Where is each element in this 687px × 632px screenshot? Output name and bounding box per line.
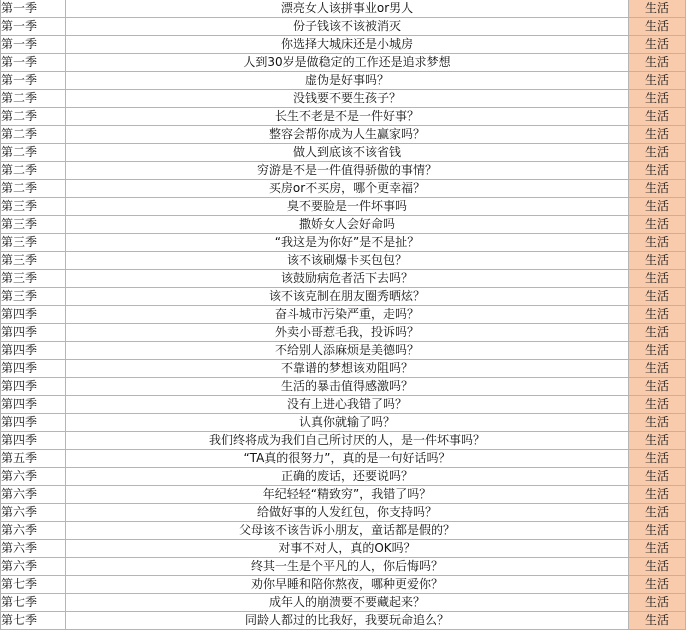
- season-cell[interactable]: 第二季: [1, 162, 66, 180]
- season-cell[interactable]: 第三季: [1, 252, 66, 270]
- season-cell[interactable]: 第一季: [1, 18, 66, 36]
- table-row: [1, 288, 686, 306]
- season-cell[interactable]: 第三季: [1, 216, 66, 234]
- season-cell[interactable]: 第三季: [1, 198, 66, 216]
- season-cell[interactable]: 第四季: [1, 360, 66, 378]
- season-cell[interactable]: 第四季: [1, 432, 66, 450]
- table-row: [1, 360, 686, 378]
- topic-cell[interactable]: 没钱要不要生孩子？: [66, 90, 629, 108]
- topic-cell[interactable]: 给做好事的人发红包，你支持吗？: [66, 504, 629, 522]
- category-cell[interactable]: 生活: [629, 18, 686, 36]
- table-row: [1, 144, 686, 162]
- table-row: [1, 306, 686, 324]
- category-cell[interactable]: 生活: [629, 288, 686, 306]
- table-row: [1, 342, 686, 360]
- category-cell[interactable]: 生活: [629, 486, 686, 504]
- category-cell[interactable]: 生活: [629, 378, 686, 396]
- table-row: [1, 414, 686, 432]
- topic-cell[interactable]: 买房or不买房，哪个更幸福？: [66, 180, 629, 198]
- table-row: [1, 18, 686, 36]
- topic-cell[interactable]: 穷游是不是一件值得骄傲的事情？: [66, 162, 629, 180]
- table-row: [1, 558, 686, 576]
- season-cell[interactable]: 第二季: [1, 126, 66, 144]
- season-cell[interactable]: 第三季: [1, 234, 66, 252]
- topic-cell[interactable]: 不给别人添麻烦是美德吗？: [66, 342, 629, 360]
- category-cell[interactable]: 生活: [629, 540, 686, 558]
- topic-cell[interactable]: 不靠谱的梦想该劝阻吗？: [66, 360, 629, 378]
- topic-cell[interactable]: 成年人的崩溃要不要藏起来？: [66, 594, 629, 612]
- topic-cell[interactable]: 漂亮女人该拼事业or男人: [66, 0, 629, 18]
- category-cell[interactable]: 生活: [629, 234, 686, 252]
- category-cell[interactable]: 生活: [629, 414, 686, 432]
- table-body: [1, 0, 686, 630]
- table-row: [1, 612, 686, 630]
- topic-cell[interactable]: 劝你早睡和陪你熬夜，哪种更爱你？: [66, 576, 629, 594]
- season-cell[interactable]: 第六季: [1, 468, 66, 486]
- category-cell[interactable]: 生活: [629, 252, 686, 270]
- topic-cell[interactable]: 撒娇女人会好命吗: [66, 216, 629, 234]
- table-row: [1, 486, 686, 504]
- topic-cell[interactable]: 生活的暴击值得感激吗？: [66, 378, 629, 396]
- table-row: [1, 540, 686, 558]
- category-cell[interactable]: 生活: [629, 558, 686, 576]
- topic-cell[interactable]: 该不该刷爆卡买包包？: [66, 252, 629, 270]
- season-cell[interactable]: 第二季: [1, 108, 66, 126]
- table-row: [1, 72, 686, 90]
- season-cell[interactable]: 第六季: [1, 522, 66, 540]
- category-cell[interactable]: 生活: [629, 432, 686, 450]
- category-cell[interactable]: 生活: [629, 36, 686, 54]
- topic-cell[interactable]: 整容会帮你成为人生赢家吗？: [66, 126, 629, 144]
- topic-cell[interactable]: 我们终将成为我们自己所讨厌的人，是一件坏事吗？: [66, 432, 629, 450]
- table-row: [1, 594, 686, 612]
- season-cell[interactable]: 第四季: [1, 342, 66, 360]
- table-row: [1, 252, 686, 270]
- season-cell[interactable]: 第六季: [1, 540, 66, 558]
- category-cell[interactable]: 生活: [629, 396, 686, 414]
- season-cell[interactable]: 第七季: [1, 594, 66, 612]
- season-cell[interactable]: 第四季: [1, 396, 66, 414]
- topic-cell[interactable]: 该鼓励病危者活下去吗？: [66, 270, 629, 288]
- topic-cell[interactable]: “TA真的很努力”，真的是一句好话吗？: [66, 450, 629, 468]
- topic-cell[interactable]: 没有上进心我错了吗？: [66, 396, 629, 414]
- category-cell[interactable]: 生活: [629, 306, 686, 324]
- topic-cell[interactable]: 认真你就输了吗？: [66, 414, 629, 432]
- table-row: [1, 270, 686, 288]
- table-row: [1, 54, 686, 72]
- category-cell[interactable]: 生活: [629, 612, 686, 630]
- season-cell[interactable]: 第七季: [1, 576, 66, 594]
- table-row: [1, 234, 686, 252]
- table-row: [1, 396, 686, 414]
- season-cell[interactable]: 第七季: [1, 612, 66, 630]
- category-cell[interactable]: 生活: [629, 360, 686, 378]
- topic-cell[interactable]: 父母该不该告诉小朋友，童话都是假的？: [66, 522, 629, 540]
- table-row: [1, 378, 686, 396]
- season-cell[interactable]: 第四季: [1, 378, 66, 396]
- topic-cell[interactable]: 份子钱该不该被消灭: [66, 18, 629, 36]
- table-row: [1, 126, 686, 144]
- topic-cell[interactable]: 外卖小哥惹毛我，投诉吗？: [66, 324, 629, 342]
- category-cell[interactable]: 生活: [629, 468, 686, 486]
- season-cell[interactable]: 第五季: [1, 450, 66, 468]
- table-row: [1, 522, 686, 540]
- season-cell[interactable]: 第三季: [1, 270, 66, 288]
- season-cell[interactable]: 第一季: [1, 54, 66, 72]
- topic-cell[interactable]: 你选择大城床还是小城房: [66, 36, 629, 54]
- table-row: [1, 36, 686, 54]
- table-row: [1, 216, 686, 234]
- season-cell[interactable]: 第四季: [1, 306, 66, 324]
- table-row: [1, 576, 686, 594]
- topic-cell[interactable]: 臭不要脸是一件坏事吗: [66, 198, 629, 216]
- category-cell[interactable]: 生活: [629, 90, 686, 108]
- category-cell[interactable]: 生活: [629, 162, 686, 180]
- category-cell[interactable]: 生活: [629, 576, 686, 594]
- category-cell[interactable]: 生活: [629, 594, 686, 612]
- season-cell[interactable]: 第一季: [1, 0, 66, 18]
- topic-cell[interactable]: 人到30岁是做稳定的工作还是追求梦想: [66, 54, 629, 72]
- season-cell[interactable]: 第二季: [1, 144, 66, 162]
- category-cell[interactable]: 生活: [629, 216, 686, 234]
- category-cell[interactable]: 生活: [629, 270, 686, 288]
- table-row: [1, 324, 686, 342]
- table-row: [1, 504, 686, 522]
- table-row: [1, 0, 686, 18]
- category-cell[interactable]: 生活: [629, 450, 686, 468]
- category-cell[interactable]: 生活: [629, 324, 686, 342]
- season-cell[interactable]: 第六季: [1, 504, 66, 522]
- season-cell[interactable]: 第二季: [1, 180, 66, 198]
- topic-cell[interactable]: 该不该克制在朋友圈秀晒炫？: [66, 288, 629, 306]
- table-row: [1, 180, 686, 198]
- table-row: [1, 432, 686, 450]
- season-cell[interactable]: 第六季: [1, 486, 66, 504]
- category-cell[interactable]: 生活: [629, 522, 686, 540]
- table-row: [1, 108, 686, 126]
- topic-cell[interactable]: 终其一生是个平凡的人，你后悔吗？: [66, 558, 629, 576]
- table-row: [1, 198, 686, 216]
- season-cell[interactable]: 第六季: [1, 558, 66, 576]
- table-row: [1, 468, 686, 486]
- category-cell[interactable]: 生活: [629, 126, 686, 144]
- season-cell[interactable]: 第二季: [1, 90, 66, 108]
- category-cell[interactable]: 生活: [629, 180, 686, 198]
- category-cell[interactable]: 生活: [629, 108, 686, 126]
- category-cell[interactable]: 生活: [629, 198, 686, 216]
- topic-cell[interactable]: 同龄人都过的比我好，我要玩命追么？: [66, 612, 629, 630]
- topic-cell[interactable]: 虚伪是好事吗？: [66, 72, 629, 90]
- topic-cell[interactable]: 奋斗城市污染严重，走吗？: [66, 306, 629, 324]
- category-cell[interactable]: 生活: [629, 144, 686, 162]
- topic-cell[interactable]: 年纪轻轻“精致穷”，我错了吗？: [66, 486, 629, 504]
- table-row: [1, 162, 686, 180]
- topic-cell[interactable]: 正确的废话，还要说吗？: [66, 468, 629, 486]
- category-cell[interactable]: 生活: [629, 0, 686, 18]
- season-cell[interactable]: 第一季: [1, 36, 66, 54]
- topic-cell[interactable]: “我这是为你好”是不是扯？: [66, 234, 629, 252]
- season-cell[interactable]: 第三季: [1, 288, 66, 306]
- table-row: [1, 90, 686, 108]
- topic-cell[interactable]: 做人到底该不该省钱: [66, 144, 629, 162]
- season-cell[interactable]: 第四季: [1, 324, 66, 342]
- season-cell[interactable]: 第一季: [1, 72, 66, 90]
- category-cell[interactable]: 生活: [629, 72, 686, 90]
- category-cell[interactable]: 生活: [629, 342, 686, 360]
- category-cell[interactable]: 生活: [629, 54, 686, 72]
- topic-cell[interactable]: 长生不老是不是一件好事？: [66, 108, 629, 126]
- category-cell[interactable]: 生活: [629, 504, 686, 522]
- table-row: [1, 450, 686, 468]
- topic-cell[interactable]: 对事不对人，真的OK吗？: [66, 540, 629, 558]
- season-cell[interactable]: 第四季: [1, 414, 66, 432]
